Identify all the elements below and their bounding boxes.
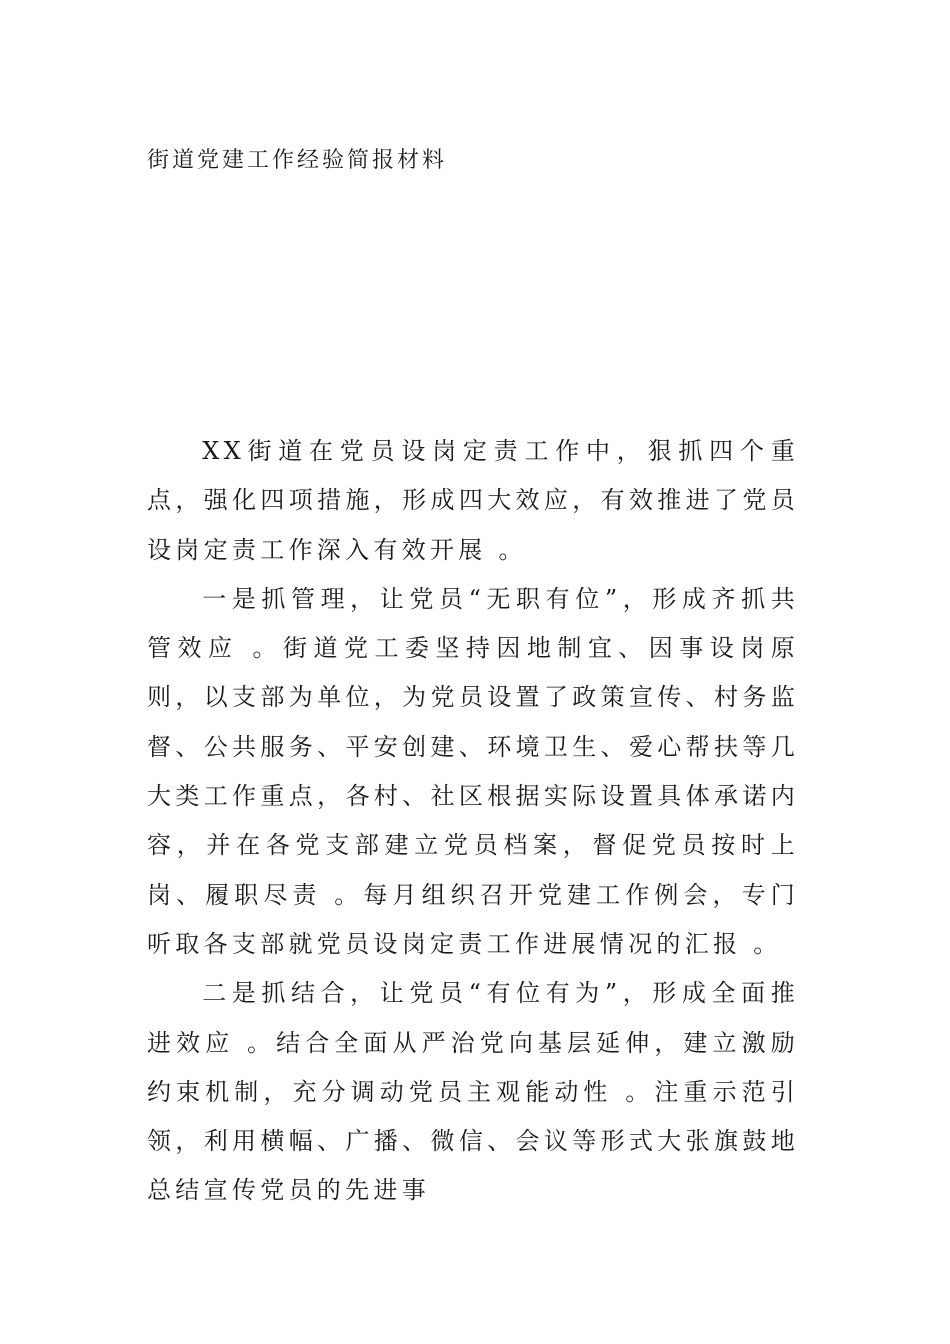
paragraph-integration: 二是抓结合，让党员“有位有为”，形成全面推进效应 。结合全面从严治党向基层延伸，建立激励约束机制，充分调动党员主观能动性 。注重示范引领，利用横幅、广播、微信、会议等形式大张旗鼓地总结宣传党员的先进事 [147, 979, 799, 1205]
paragraph-intro: XX街道在党员设岗定责工作中，狠抓四个重点，强化四项措施，形成四大效应，有效推进了党员设岗定责工作深入有效开展 。 [147, 437, 799, 564]
document-body [147, 427, 799, 1216]
paragraph-management: 一是抓管理，让党员“无职有位”，形成齐抓共管效应 。街道党工委坚持因地制宜、因事设岗原则，以支部为单位，为党员设置了政策宣传、村务监督、公共服务、平安创建、环境卫生、爱心帮扶等几大类工作重点，各村、社区根据实际设置具体承诺内容，并在各党支部建立党员档案，督促党员按时上岗、履职尽责 。每月组织召开党建工作例会，专门听取各支部就党员设岗定责工作进展情况的汇报 。 [147, 584, 799, 958]
document-title: 街道党建工作经验简报材料 [147, 148, 448, 173]
